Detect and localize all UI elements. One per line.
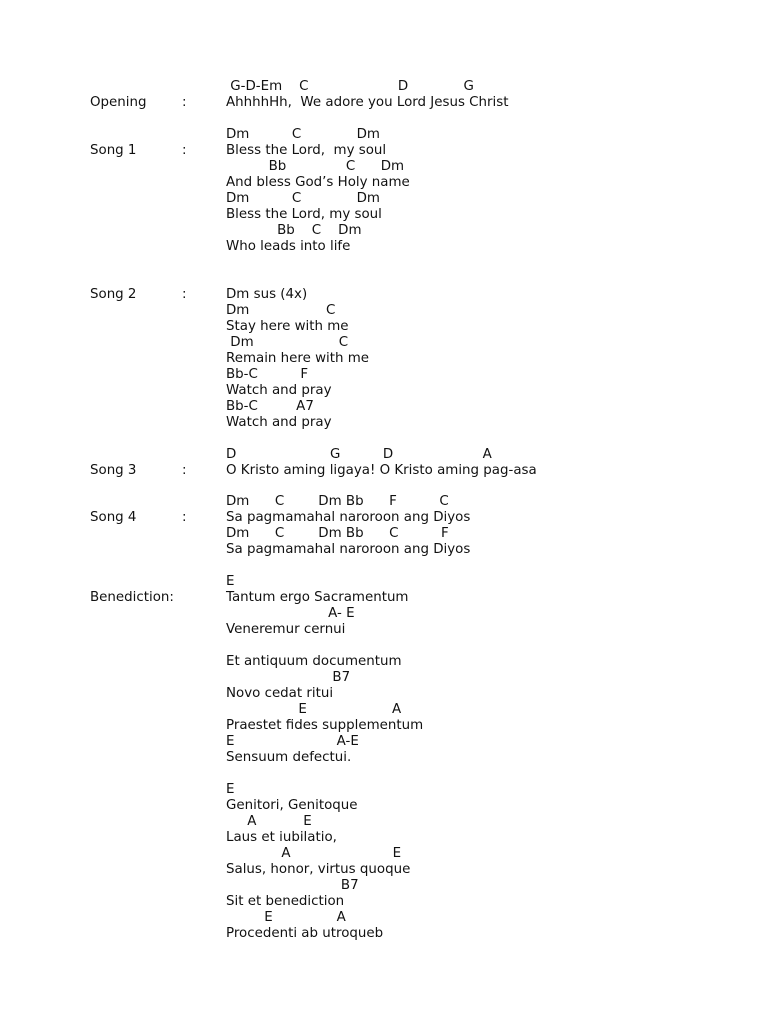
lyric-line: Veneremur cernui [226,622,346,637]
section-colon: : [182,143,187,158]
lyric-line: AhhhhHh, We adore you Lord Jesus Christ [226,95,509,110]
chord-line: Bb C Dm [226,223,362,238]
chord-line: Dm C [226,335,349,350]
lyric-line: Tantum ergo Sacramentum [226,590,409,605]
chord-line: Bb-C A7 [226,399,314,414]
lyric-line: Et antiquum documentum [226,654,402,669]
chord-line: A E [226,814,312,829]
chord-line: E A-E [226,734,359,749]
lyric-line: Sit et benediction [226,894,345,909]
chord-line: E A [226,702,402,717]
lyric-line: Salus, honor, virtus quoque [226,862,411,877]
lyric-line: Dm sus (4x) [226,287,308,302]
section-colon: : [182,463,187,478]
section-label-song-2: Song 2 [90,287,137,302]
lyric-line: Genitori, Genitoque [226,798,358,813]
lyric-line: Watch and pray [226,415,332,430]
lyric-line: Who leads into life [226,239,351,254]
chord-line: Bb-C F [226,367,309,382]
lyric-line: Bless the Lord, my soul [226,143,387,158]
chord-line: Bb C Dm [226,159,405,174]
chord-line: G-D-Em C D G [226,79,474,94]
section-label-song-1: Song 1 [90,143,137,158]
chord-line: B7 [226,670,351,685]
chord-line: E [226,782,235,797]
lyric-line: Procedenti ab utroqueb [226,926,384,941]
lyric-line: Sa pagmamahal naroroon ang Diyos [226,510,471,525]
section-label-opening: Opening [90,95,147,110]
chord-line: Dm C Dm Bb F C [226,494,449,509]
chord-line: A- E [226,606,355,621]
lyric-line: Praestet fides supplementum [226,718,424,733]
chord-line: E A [226,910,346,925]
section-label-song-4: Song 4 [90,510,137,525]
lyric-line: Stay here with me [226,319,349,334]
lyric-line: Bless the Lord, my soul [226,207,382,222]
section-label-song-3: Song 3 [90,463,137,478]
section-colon: : [182,510,187,525]
chord-line: Dm C Dm Bb C F [226,526,449,541]
lyric-line: Sa pagmamahal naroroon ang Diyos [226,542,471,557]
section-label-benediction: Benediction: [90,590,174,605]
lyric-line: O Kristo aming ligaya! O Kristo aming pag-asa [226,463,537,478]
chord-line: A E [226,846,402,861]
chord-line: Dm C [226,303,336,318]
chord-line: Dm C Dm [226,191,380,206]
lyric-line: Novo cedat ritui [226,686,334,701]
lyric-line: Sensuum defectui. [226,750,352,765]
lyric-line: Remain here with me [226,351,370,366]
section-colon: : [182,287,187,302]
lyric-line: Watch and pray [226,383,332,398]
chord-line: E [226,574,235,589]
section-colon: : [182,95,187,110]
lyric-line: And bless God’s Holy name [226,175,410,190]
chord-line: Dm C Dm [226,127,380,142]
chord-line: D G D A [226,447,492,462]
chord-line: B7 [226,878,359,893]
lyric-line: Laus et iubilatio, [226,830,337,845]
